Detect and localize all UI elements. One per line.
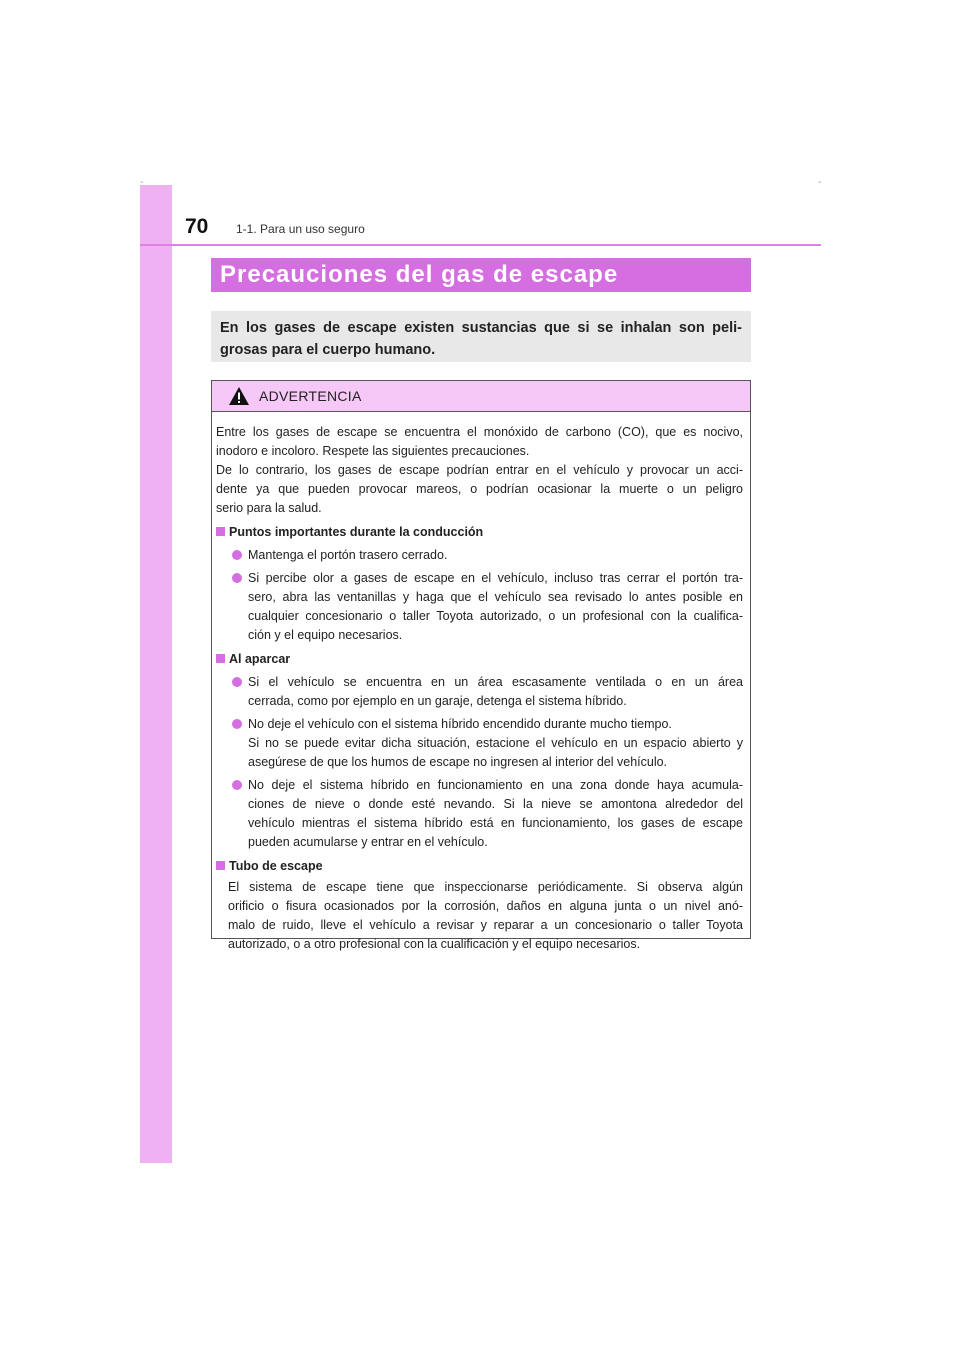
section-heading-text: Tubo de escape (229, 859, 323, 873)
text-line: ciones de nieve o donde esté nevando. Si la nieve se amontona alrededor del (248, 797, 743, 811)
section-heading (216, 857, 743, 876)
square-bullet-icon (216, 654, 225, 663)
intro-line: En los gases de escape existen sustancias que si se inhalan son peli- (220, 320, 742, 336)
text-line: No deje el sistema híbrido en funcionamiento en una zona donde haya acumula- (248, 778, 743, 792)
text-line: Mantenga el portón trasero cerrado. (248, 548, 448, 562)
square-bullet-icon (216, 527, 225, 536)
warning-triangle-icon (228, 386, 250, 406)
list-item (216, 715, 743, 772)
text-line: pueden acumularse y entrar en el vehículo. (248, 835, 488, 849)
text-line: Si no se puede evitar dicha situación, estacione el vehículo en un espacio abierto y (248, 736, 743, 750)
section-heading (216, 523, 743, 542)
circle-bullet-icon (232, 719, 242, 729)
text-line: Si el vehículo se encuentra en un área escasamente ventilada o en un área (248, 675, 743, 689)
text-line: dente ya que pueden provocar mareos, o podrían ocasionar la muerte o un peligro (216, 482, 743, 496)
intro-line: grosas para el cuerpo humano. (220, 342, 436, 358)
list-item (216, 546, 743, 565)
crop-mark-left: - (140, 177, 144, 188)
text-line: Entre los gases de escape se encuentra el monóxido de carbono (CO), que es nocivo, (216, 425, 743, 439)
section-breadcrumb: 1-1. Para un uso seguro (236, 222, 365, 236)
page-number: 70 (185, 215, 209, 238)
warning-header (212, 381, 750, 412)
circle-bullet-icon (232, 573, 242, 583)
text-line: serio para la salud. (216, 501, 322, 515)
warning-box (211, 380, 751, 951)
square-bullet-icon (216, 861, 225, 870)
text-line: orificio o fisura ocasionados por la corrosión, daños en alguna junta o un nivel anó- (228, 899, 743, 913)
list-item (216, 673, 743, 711)
circle-bullet-icon (232, 780, 242, 790)
text-line: De lo contrario, los gases de escape podrían entrar en el vehículo y provocar un acci- (216, 463, 743, 477)
text-line: No deje el vehículo con el sistema híbrido encendido durante mucho tiempo. (248, 717, 672, 731)
text-line: sero, abra las ventanillas y haga que el vehículo sea revisado lo antes posible en (248, 590, 743, 604)
warning-body (212, 412, 750, 954)
warning-paragraph (216, 461, 743, 518)
text-line: autorizado, o a otro profesional con la cualificación y el equipo necesarios. (228, 937, 641, 951)
section-heading-text: Al aparcar (229, 652, 291, 666)
side-color-strip (140, 185, 172, 1163)
title-bar (211, 258, 751, 292)
list-item (216, 776, 743, 852)
text-line: cerrada, como por ejemplo en un garaje, detenga el sistema híbrido. (248, 694, 627, 708)
circle-bullet-icon (232, 550, 242, 560)
text-line: El sistema de escape tiene que inspeccionarse periódicamente. Si observa algún (228, 880, 743, 894)
text-line: malo de ruido, lleve el vehículo a revisar y reparar a un concesionario o taller Toyota (228, 918, 743, 932)
text-line: asegúrese de que los humos de escape no ingresen al interior del vehículo. (248, 755, 668, 769)
crop-mark-right: - (818, 177, 822, 188)
warning-paragraph (216, 423, 743, 461)
page-title: Precauciones del gas de escape (220, 261, 619, 288)
text-line: Si percibe olor a gases de escape en el vehículo, incluso tras cerrar el portón tra- (248, 571, 743, 585)
header-rule (140, 244, 821, 246)
text-line: cualquier concesionario o taller Toyota autorizado, o un profesional con la cualifica- (248, 609, 743, 623)
warning-title: ADVERTENCIA (259, 388, 362, 404)
text-line: ción y el equipo necesarios. (248, 628, 403, 642)
circle-bullet-icon (232, 677, 242, 687)
text-line: vehículo mientras el sistema híbrido está en funcionamiento, los gases de escape (248, 816, 743, 830)
section-heading-text: Puntos importantes durante la conducción (229, 525, 484, 539)
list-item (216, 569, 743, 645)
section-paragraph (216, 878, 743, 954)
text-line: inodoro e incoloro. Respete las siguientes precauciones. (216, 444, 530, 458)
section-heading (216, 650, 743, 669)
intro-box (211, 311, 751, 362)
